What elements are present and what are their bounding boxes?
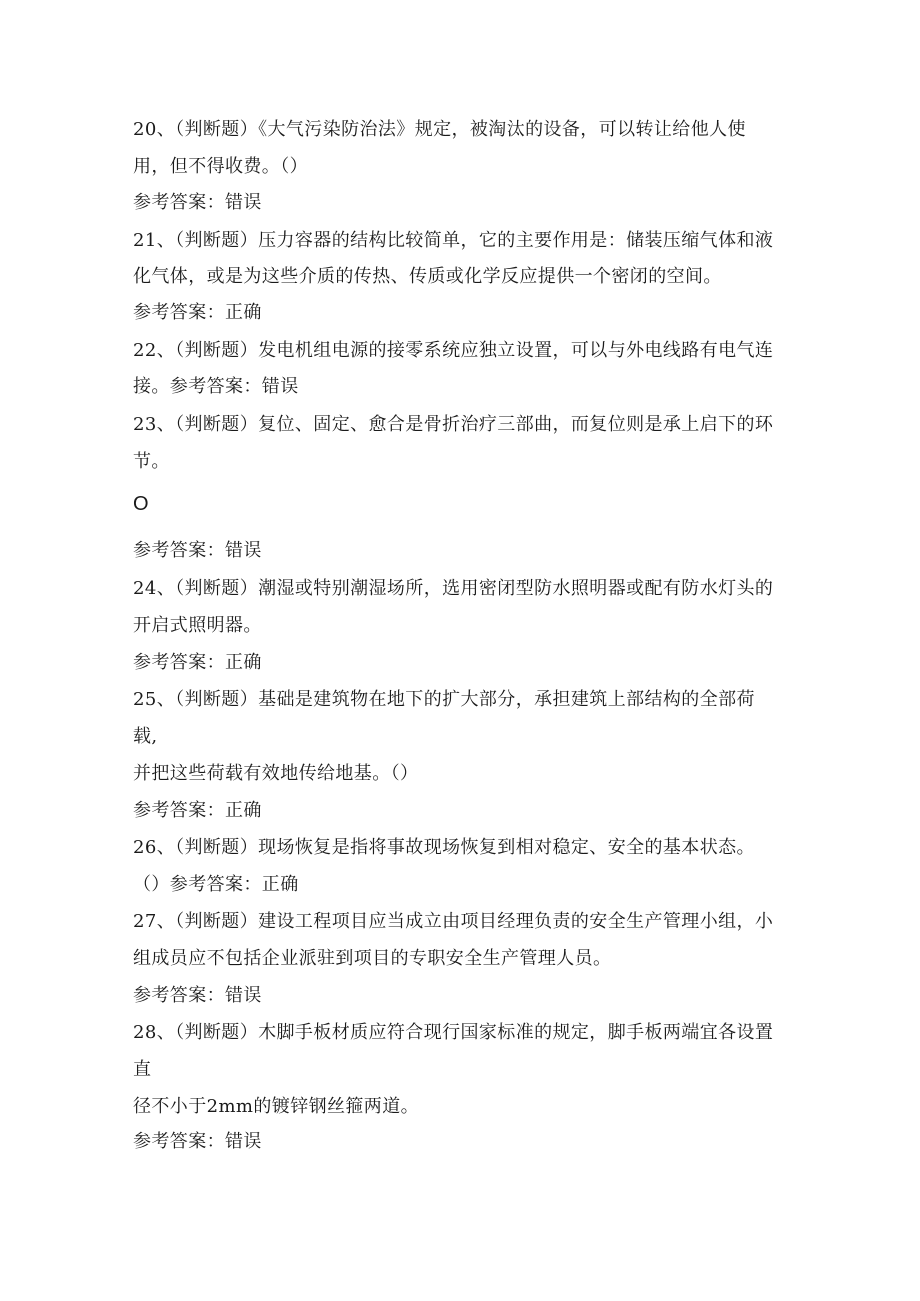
answer-20: 参考答案：错误 <box>133 192 262 213</box>
question-24-line-2: 开启式照明器。 <box>133 615 262 636</box>
question-24-line-1: 24、（判断题）潮湿或特别潮湿场所，选用密闭型防水照明器或配有防水灯头的 <box>133 578 774 599</box>
answer-24: 参考答案：正确 <box>133 652 262 673</box>
question-22-line-1: 22、（判断题）发电机组电源的接零系统应独立设置，可以与外电线路有电气连 <box>133 340 774 361</box>
question-20-line-2: 用，但不得收费。（） <box>133 156 308 177</box>
question-25-line-3: 并把这些荷载有效地传给地基。（） <box>133 763 419 784</box>
answer-23: 参考答案：错误 <box>133 540 262 561</box>
question-21-line-1: 21、（判断题）压力容器的结构比较简单，它的主要作用是：储装压缩气体和液 <box>133 230 774 251</box>
question-23-line-2: 节。 <box>133 451 170 472</box>
answer-28: 参考答案：错误 <box>133 1131 262 1152</box>
question-28-line-2: 直 <box>133 1059 152 1080</box>
question-26-line-1: 26、（判断题）现场恢复是指将事故现场恢复到相对稳定、安全的基本状态。 <box>133 837 755 858</box>
question-27-line-2: 组成员应不包括企业派驻到项目的专职安全生产管理人员。 <box>133 948 612 969</box>
answer-25: 参考答案：正确 <box>133 800 262 821</box>
question-28-line-1: 28、（判断题）木脚手板材质应符合现行国家标准的规定，脚手板两端宜各设置 <box>133 1022 774 1043</box>
question-28-line-3: 径不小于2mm的镀锌钢丝箍两道。 <box>133 1096 419 1117</box>
stray-marker: O <box>133 493 149 515</box>
question-20-line-1: 20、（判断题）《大气污染防治法》规定，被淘汰的设备，可以转让给他人使 <box>133 119 746 140</box>
question-22-line-2: 接。参考答案：错误 <box>133 376 299 397</box>
question-27-line-1: 27、（判断题）建设工程项目应当成立由项目经理负责的安全生产管理小组，小 <box>133 911 774 932</box>
question-25-line-2: 载, <box>133 726 158 747</box>
question-23-line-1: 23、（判断题）复位、固定、愈合是骨折治疗三部曲，而复位则是承上启下的环 <box>133 414 774 435</box>
question-21-line-2: 化气体，或是为这些介质的传热、传质或化学反应提供一个密闭的空间。 <box>133 266 722 287</box>
question-26-line-2: （）参考答案：正确 <box>133 874 299 895</box>
question-25-line-1: 25、（判断题）基础是建筑物在地下的扩大部分，承担建筑上部结构的全部荷 <box>133 689 755 710</box>
answer-27: 参考答案：错误 <box>133 985 262 1006</box>
answer-21: 参考答案：正确 <box>133 302 262 323</box>
